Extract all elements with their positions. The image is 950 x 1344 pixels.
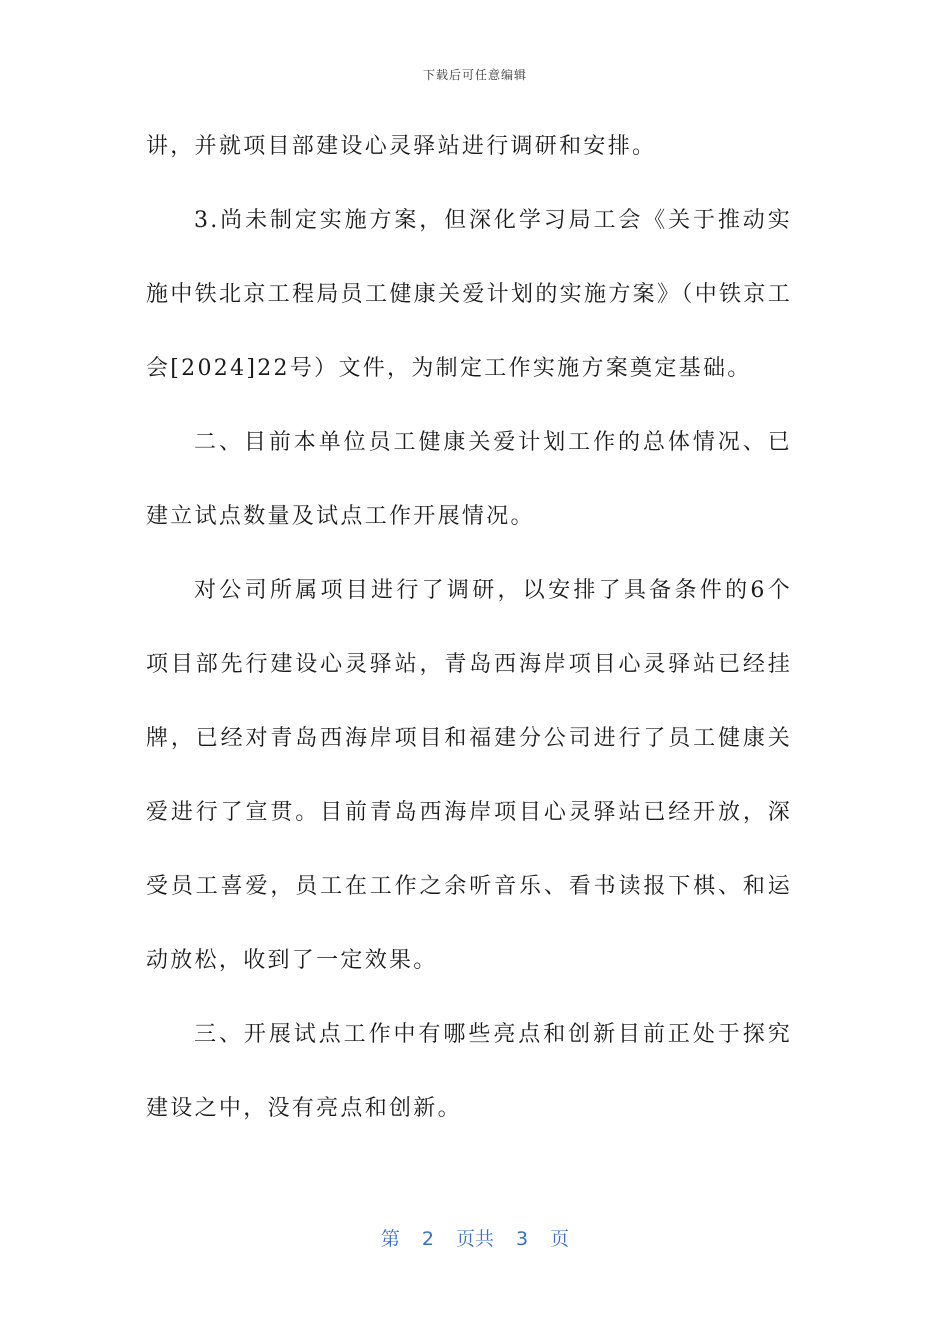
paragraph: 三、开展试点工作中有哪些亮点和创新目前正处于探究建设之中，没有亮点和创新。 xyxy=(146,1022,792,1121)
current-page-number: 2 xyxy=(421,1228,434,1250)
header-note: 下载后可任意编辑 xyxy=(422,68,527,82)
paragraph: 3.尚未制定实施方案，但深化学习局工会《关于推动实施中铁北京工程局员工健康关爱计划的实施方案》（中铁京工会[2024]22号）文件，为制定工作实施方案奠定基础。 xyxy=(146,208,792,381)
paragraph: 二、目前本单位员工健康关爱计划工作的总体情况、已建立试点数量及试点工作开展情况。 xyxy=(146,430,792,529)
footer-suffix: 页 xyxy=(550,1228,570,1250)
footer-prefix: 第 xyxy=(380,1228,400,1250)
paragraph: 讲，并就项目部建设心灵驿站进行调研和安排。 xyxy=(146,134,657,159)
footer-middle: 页共 xyxy=(455,1228,494,1250)
document-body xyxy=(146,110,792,1146)
page-footer xyxy=(0,1224,950,1251)
paragraph: 对公司所属项目进行了调研，以安排了具备条件的6个项目部先行建设心灵驿站，青岛西海岸项目心灵驿站已经挂牌，已经对青岛西海岸项目和福建分公司进行了员工健康关爱进行了宣贯。目前青岛西海岸项目心灵驿站已经开放，深受员工喜爱，员工在工作之余听音乐、看书读报下棋、和运动放松，收到了一定效果。 xyxy=(146,578,792,973)
total-pages-number: 3 xyxy=(516,1228,529,1250)
